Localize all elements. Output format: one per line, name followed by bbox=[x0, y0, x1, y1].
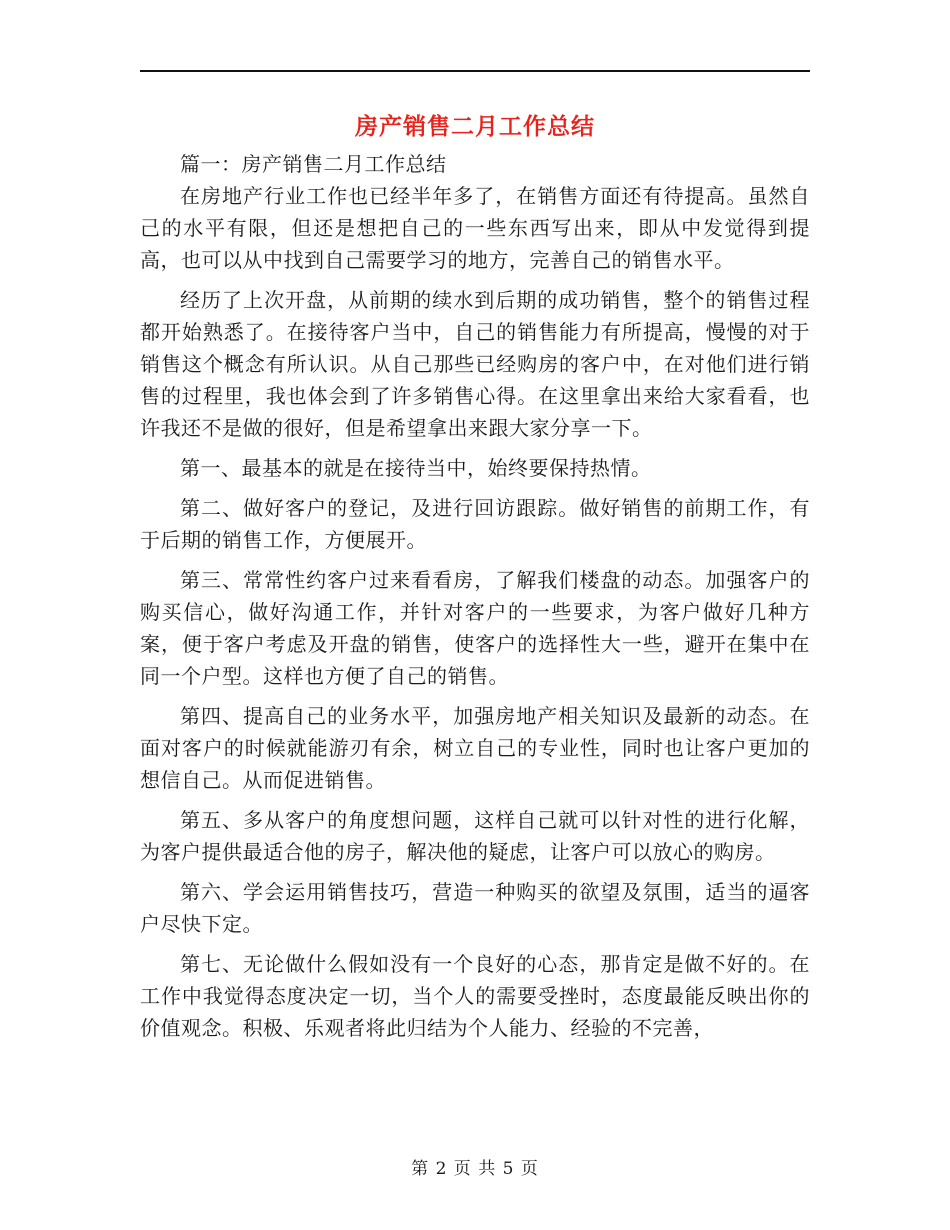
header-rule bbox=[140, 70, 810, 72]
paragraph-point-5: 第五、多从客户的角度想问题，这样自己就可以针对性的进行化解，为客户提供最适合他的房子，解决他的疑虑，让客户可以放心的购房。 bbox=[140, 808, 810, 864]
paragraph-point-7: 第七、无论做什么假如没有一个良好的心态，那肯定是做不好的。在工作中我觉得态度决定一切，当个人的需要受挫时，态度最能反映出你的价值观念。积极、乐观者将此归结为个人能力、经验的不完善， bbox=[140, 952, 810, 1040]
paragraph-point-4: 第四、提高自己的业务水平，加强房地产相关知识及最新的动态。在面对客户的时候就能游刃有余，树立自己的专业性，同时也让客户更加的想信自己。从而促进销售。 bbox=[140, 704, 810, 792]
paragraph-point-3: 第三、常常性约客户过来看看房，了解我们楼盘的动态。加强客户的购买信心，做好沟通工作，并针对客户的一些要求，为客户做好几种方案，便于客户考虑及开盘的销售，使客户的选择性大一些，避开在集中在同一个户型。这样也方便了自己的销售。 bbox=[140, 568, 810, 688]
document-title: 房产销售二月工作总结 bbox=[355, 113, 595, 140]
page-number: 第 2 页 共 5 页 bbox=[411, 1159, 539, 1179]
paragraph-point-1: 第一、最基本的就是在接待当中，始终要保持热情。 bbox=[180, 456, 652, 480]
document-body bbox=[140, 148, 810, 1052]
paragraph-experience: 经历了上次开盘，从前期的续水到后期的成功销售，整个的销售过程都开始熟悉了。在接待客户当中，自己的销售能力有所提高，慢慢的对于销售这个概念有所认识。从自己那些已经购房的客户中，在对他们进行销售的过程里，我也体会到了许多销售心得。在这里拿出来给大家看看，也许我还不是做的很好，但是希望拿出来跟大家分享一下。 bbox=[140, 288, 810, 440]
paragraph-point-2: 第二、做好客户的登记，及进行回访跟踪。做好销售的前期工作，有于后期的销售工作，方便展开。 bbox=[140, 496, 810, 552]
paragraph-point-6: 第六、学会运用销售技巧，营造一种购买的欲望及氛围，适当的逼客户尽快下定。 bbox=[140, 880, 810, 936]
section-heading: 篇一：房产销售二月工作总结 bbox=[180, 152, 447, 176]
paragraph-intro: 在房地产行业工作也已经半年多了，在销售方面还有待提高。虽然自己的水平有限，但还是想把自己的一些东西写出来，即从中发觉得到提高，也可以从中找到自己需要学习的地方，完善自己的销售水平。 bbox=[140, 184, 810, 272]
